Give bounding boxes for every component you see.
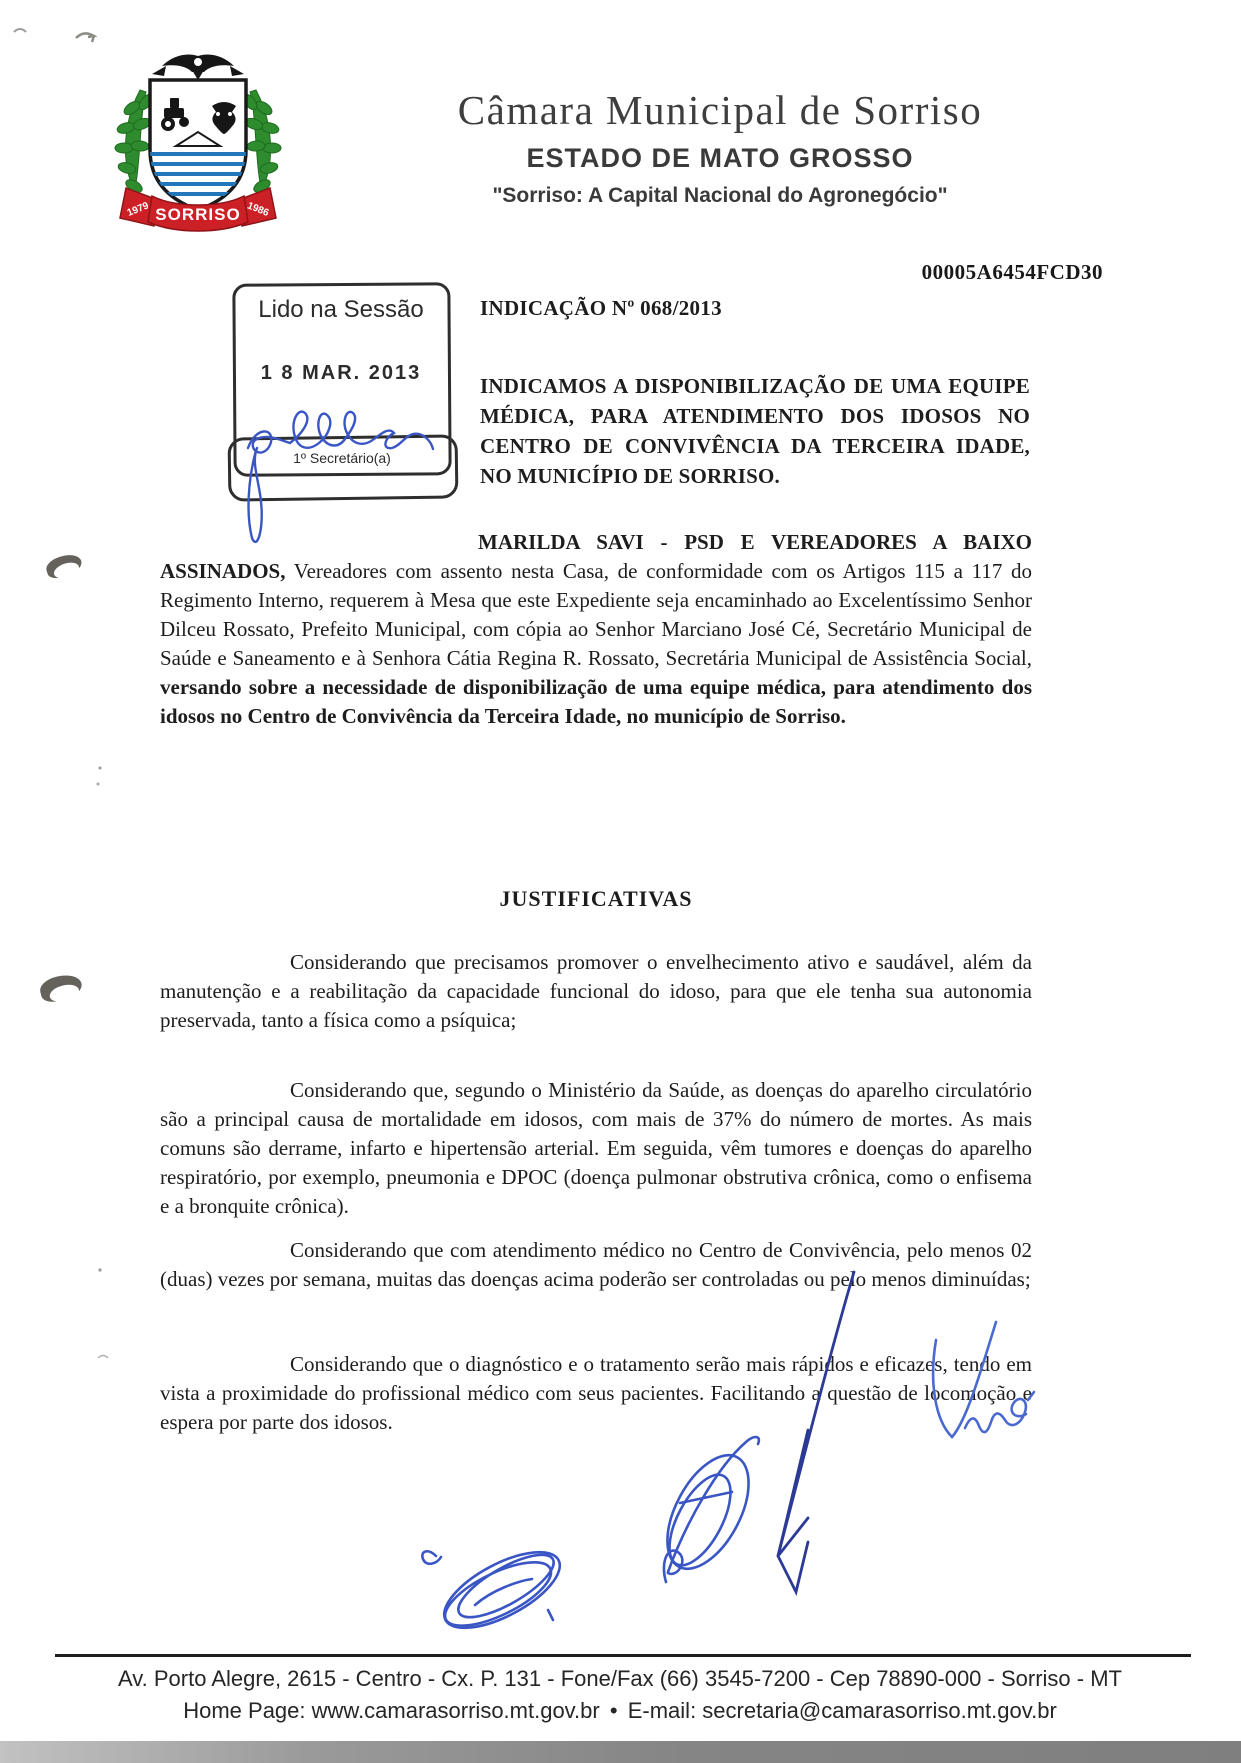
- scan-edge-bar: [0, 1741, 1241, 1763]
- justifications-title: JUSTIFICATIVAS: [499, 886, 693, 911]
- footer-email: E-mail: secretaria@camarasorriso.mt.gov.br: [627, 1698, 1057, 1723]
- footer-address: Av. Porto Alegre, 2615 - Centro - Cx. P. 131 - Fone/Fax (66) 3545-7200 - Cep 78890-000 - Sorriso - MT: [118, 1666, 1122, 1691]
- scan-artifact-pencil-marks: [10, 22, 120, 52]
- eagle-crest: [152, 54, 244, 80]
- councillors-signatures-ink: [380, 1260, 1100, 1660]
- org-state: ESTADO DE MATO GROSSO: [526, 143, 914, 173]
- scan-artifact-binder-shadow-top: [44, 551, 84, 581]
- consideration-paragraph-3: Considerando que com atendimento médico no Centro de Convivência, pelo menos 02 (duas) vezes por semana, muitas das doenças acima poderão ser controladas ou pelo menos diminuídas;: [160, 1238, 1032, 1291]
- protocol-code: 00005A6454FCD30: [921, 260, 1103, 284]
- org-title: Câmara Municipal de Sorriso: [457, 87, 983, 133]
- ribbon-text: SORRISO: [155, 205, 241, 224]
- request-subject-bold: versando sobre a necessidade de disponibilização de uma equipe médica, para atendimento dos idosos no Centro de Convivência da Terceira Idade, no município de Sorriso.: [160, 675, 1032, 728]
- authors-names: MARILDA SAVI - PSD E VEREADORES A BAIXO ASSINADOS,: [160, 530, 1032, 583]
- consideration-paragraph-1: Considerando que precisamos promover o envelhecimento ativo e saudável, além da manutenção e a reabilitação da capacidade funcional do idoso, para que ele tenha sua autonomia preservada, tanto a física como a psíquica;: [160, 950, 1032, 1032]
- indication-subject: INDICAMOS A DISPONIBILIZAÇÃO DE UMA EQUIPE MÉDICA, PARA ATENDIMENTO DOS IDOSOS NO CENTRO DE CONVIVÊNCIA DA TERCEIRA IDADE, NO MUNICÍPIO DE SORRISO.: [480, 374, 1030, 488]
- request-text: Vereadores com assento nesta Casa, de conformidade com os Artigos 115 a 117 do Regimento Interno, requerem à Mesa que este Expediente seja encaminhado ao Excelentíssimo Senhor Dilceu Rossato, Prefeito Municipal, com cópia ao Senhor Marciano José Cé, Secretário Municipal de Saúde e Saneamento e à Senhora Cátia Regina R. Rossato, Secretária Municipal de Assistência Social,: [160, 559, 1032, 670]
- scan-artifact-binder-shadow-bottom: [38, 971, 85, 1004]
- ribbon-year-right: 1986: [245, 200, 271, 219]
- org-motto: "Sorriso: A Capital Nacional do Agronegócio": [492, 184, 948, 207]
- consideration-paragraph-4: Considerando que o diagnóstico e o tratamento serão mais rápidos e eficazes, tendo em vista a proximidade do profissional médico com seus pacientes. Facilitando a questão de locomoção e espera por parte dos idosos.: [160, 1352, 1032, 1434]
- footer-contacts: [40, 1698, 1200, 1724]
- scan-artifact-specks-2: [92, 1262, 116, 1372]
- stamp-title: Lido na Sessão: [258, 296, 424, 323]
- scan-artifact-specks: [92, 762, 112, 792]
- request-paragraph: [160, 528, 1032, 731]
- indication-number: INDICAÇÃO Nº 068/2013: [480, 296, 722, 320]
- sorriso-coat-of-arms-logo: [106, 50, 290, 238]
- footer-home-page: Home Page: www.camarasorriso.mt.gov.br: [183, 1698, 600, 1723]
- footer-divider: [55, 1654, 1191, 1657]
- ribbon-year-left: 1979: [125, 200, 151, 219]
- stamp-date: 1 8 MAR. 2013: [260, 362, 422, 384]
- footer-bullet: •: [609, 1698, 618, 1723]
- stamp-secretary-label: 1º Secretário(a): [293, 450, 391, 466]
- consideration-paragraph-2: Considerando que, segundo o Ministério da Saúde, as doenças do aparelho circulatório são a principal causa de mortalidade em idosos, com mais de 37% do número de mortes. As mais comuns são derrame, infarto e hipertensão arterial. Em seguida, vêm tumores e doenças do aparelho respiratório, por exemplo, pneumonia e DPOC (doença pulmonar obstrutiva crônica, como o enfisema e a bronquite crônica).: [160, 1078, 1032, 1218]
